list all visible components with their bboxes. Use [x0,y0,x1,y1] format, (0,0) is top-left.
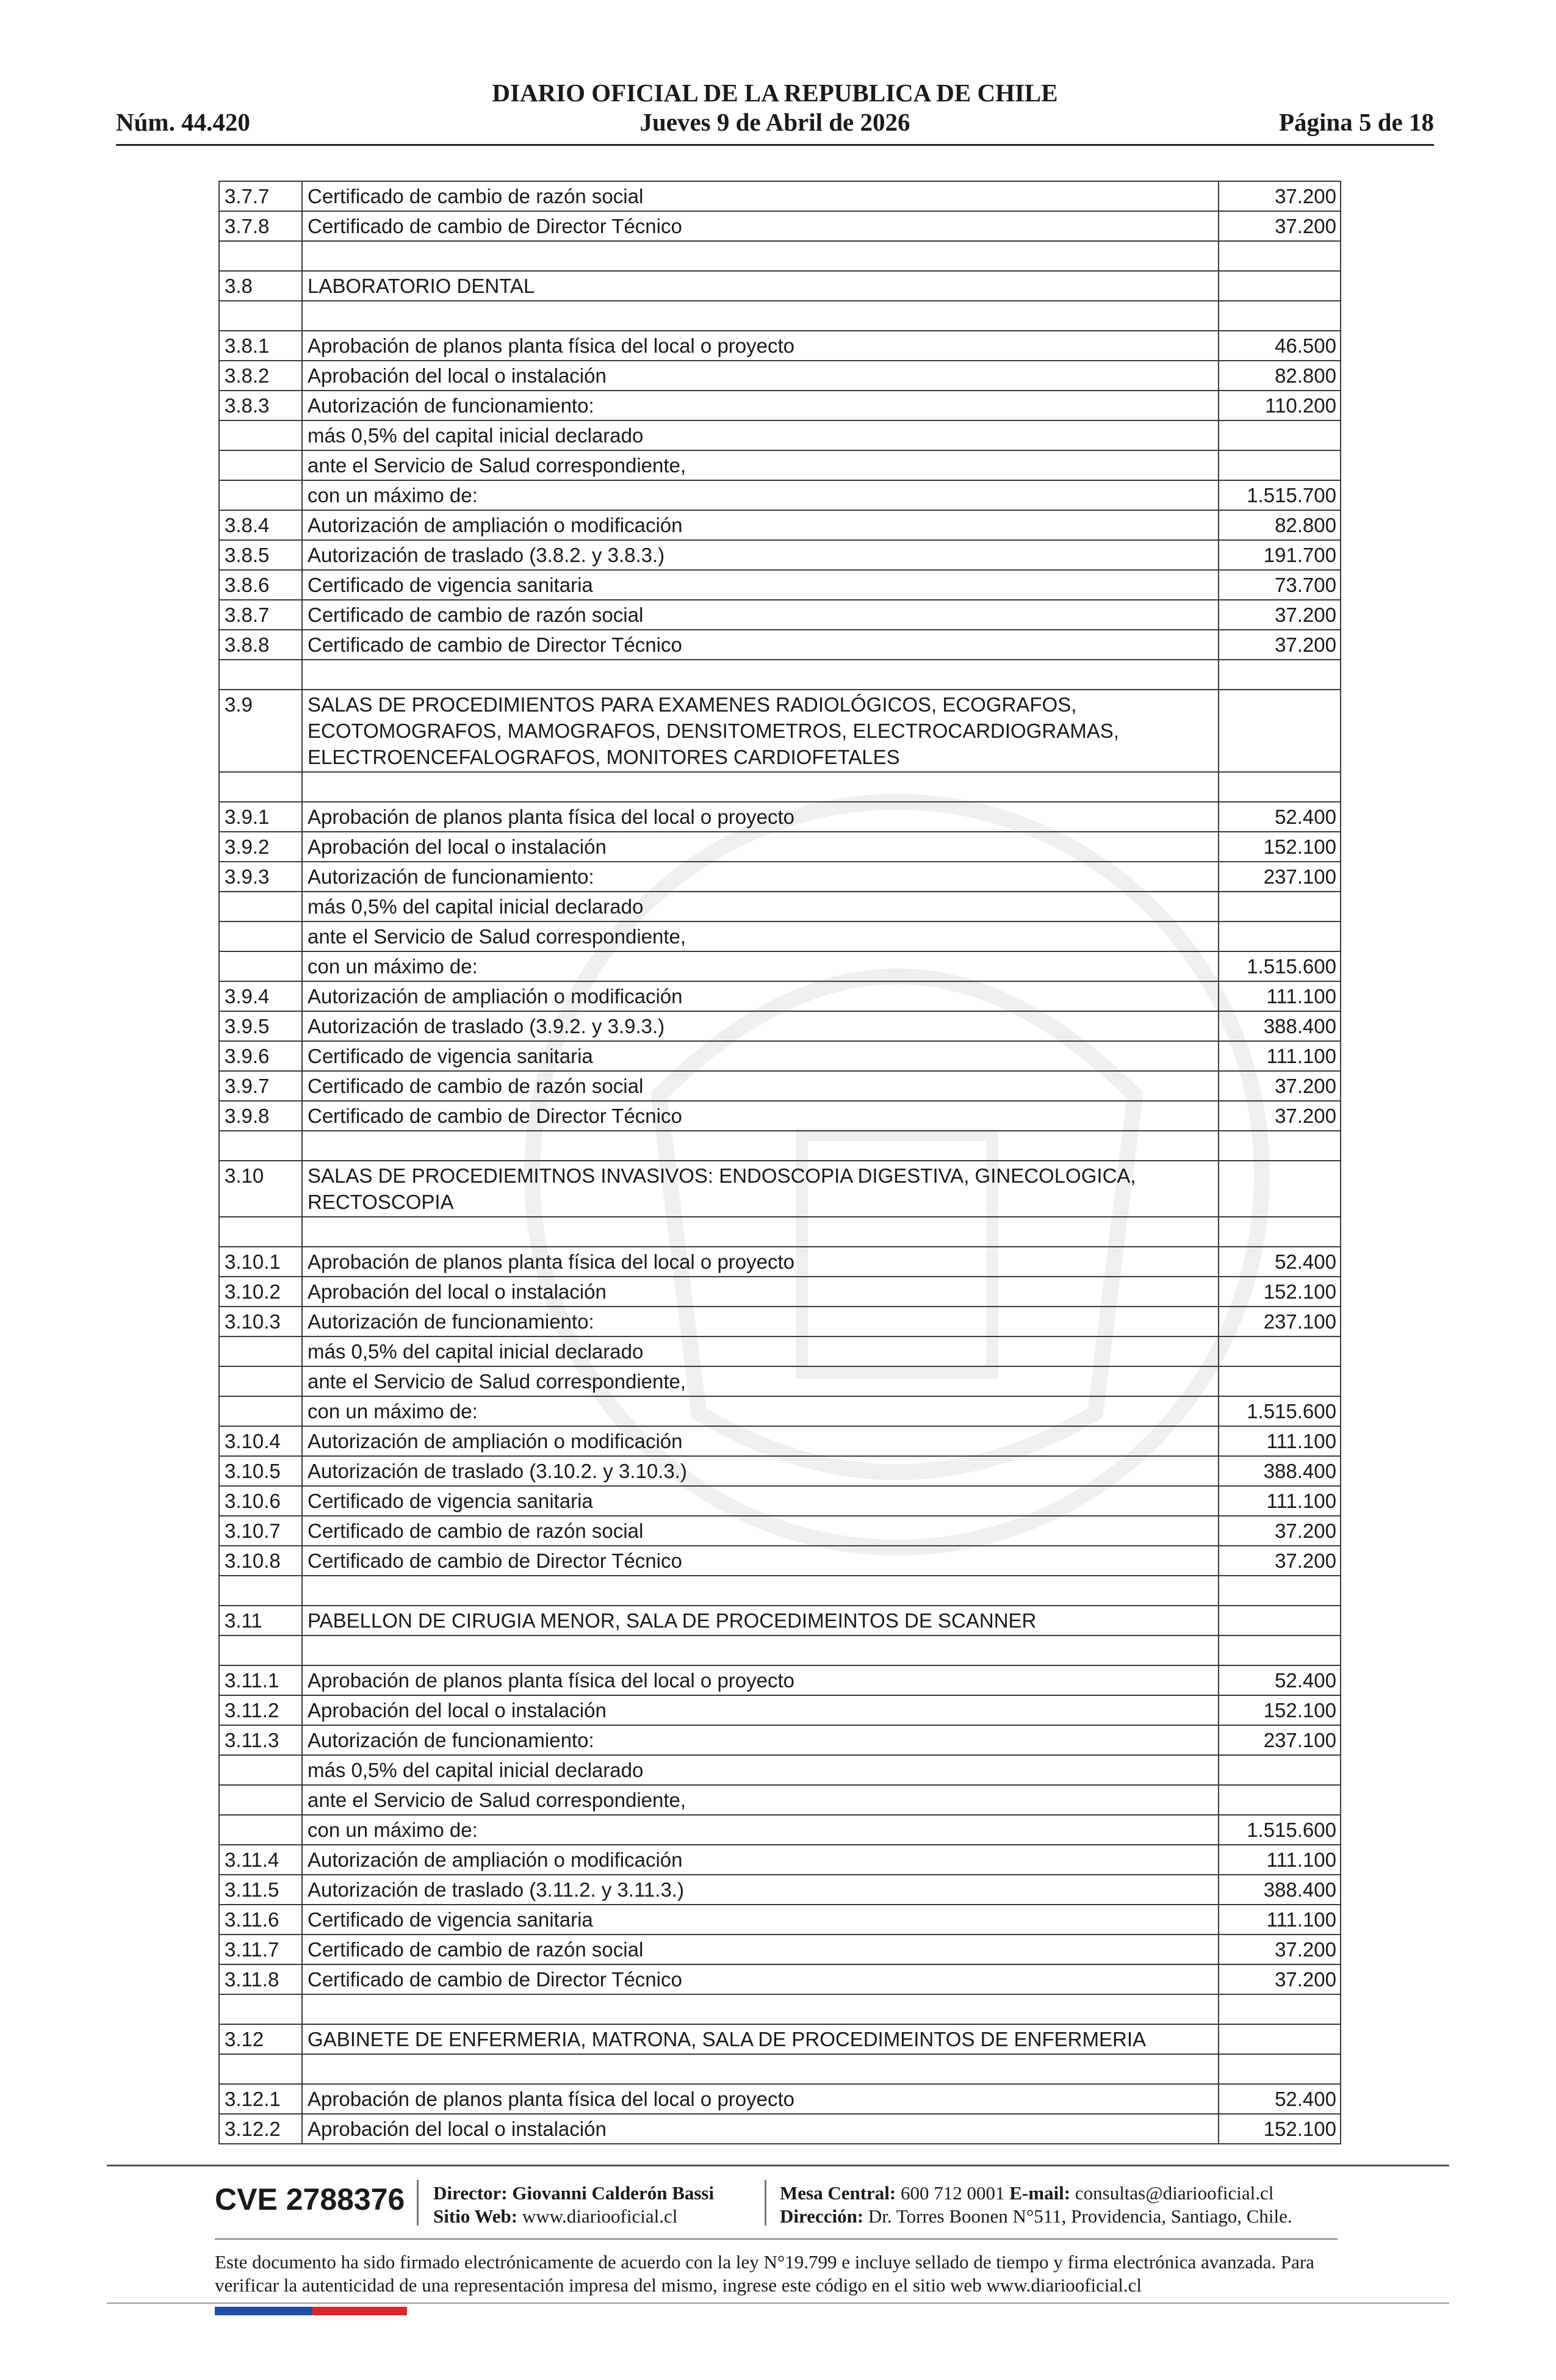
row-code: 3.8.5 [219,540,302,570]
row-code: 3.11.3 [219,1725,302,1755]
row-code: 3.12.2 [219,2114,302,2144]
row-description: Certificado de vigencia sanitaria [302,1041,1219,1071]
row-amount: 111.100 [1219,981,1341,1011]
row-amount: 1.515.600 [1219,1815,1341,1845]
table-row [219,1011,1341,1041]
row-description: Certificado de vigencia sanitaria [302,1905,1219,1935]
row-description: SALAS DE PROCEDIEMITNOS INVASIVOS: ENDOSCOPIA DIGESTIVA, GINECOLOGICA, RECTOSCOPIA [302,1161,1219,1217]
row-description: Aprobación de planos planta física del local o proyecto [302,2084,1219,2114]
director-label: Director: [433,2182,508,2204]
row-code [219,1815,302,1845]
table-row [219,832,1341,862]
row-code: 3.8 [219,271,302,301]
table-row [219,1994,1341,2024]
row-code: 3.8.6 [219,570,302,600]
row-code [219,420,302,450]
bottom-divider [107,2302,1449,2304]
table-row [219,951,1341,981]
row-amount: 237.100 [1219,1725,1341,1755]
row-description: LABORATORIO DENTAL [302,271,1219,301]
phone-value: 600 712 0001 [901,2182,1005,2204]
row-code: 3.11.5 [219,1875,302,1905]
row-code: 3.11.4 [219,1845,302,1875]
row-description [302,1994,1219,2024]
row-amount [1219,241,1341,271]
row-amount: 1.515.700 [1219,480,1341,510]
table-row [219,1456,1341,1486]
row-description: con un máximo de: [302,1815,1219,1845]
table-row [219,480,1341,510]
row-amount: 52.400 [1219,1665,1341,1695]
table-row [219,1336,1341,1366]
row-amount: 37.200 [1219,1516,1341,1546]
row-amount [1219,1994,1341,2024]
row-description [302,241,1219,271]
table-row [219,1516,1341,1546]
row-description [302,1576,1219,1606]
row-amount [1219,772,1341,802]
row-amount: 237.100 [1219,1307,1341,1336]
footer-divider [107,2165,1449,2166]
row-code: 3.9.6 [219,1041,302,1071]
row-code: 3.10.6 [219,1486,302,1516]
table-row [219,1217,1341,1247]
table-row [219,420,1341,450]
row-description: Certificado de cambio de razón social [302,1516,1219,1546]
row-amount: 37.200 [1219,600,1341,630]
table-row [219,1101,1341,1131]
row-code [219,480,302,510]
row-code [219,450,302,480]
table-row [219,1161,1341,1217]
row-code: 3.9.7 [219,1071,302,1101]
row-description: Autorización de funcionamiento: [302,1725,1219,1755]
table-row [219,981,1341,1011]
table-row [219,540,1341,570]
row-code [219,892,302,921]
row-code: 3.9.5 [219,1011,302,1041]
row-description: más 0,5% del capital inicial declarado [302,420,1219,450]
row-description: más 0,5% del capital inicial declarado [302,892,1219,921]
row-amount [1219,1576,1341,1606]
row-description: Autorización de funcionamiento: [302,391,1219,420]
row-code: 3.10 [219,1161,302,1217]
row-amount [1219,420,1341,450]
row-description: Certificado de cambio de Director Técnico [302,630,1219,660]
row-amount: 46.500 [1219,331,1341,361]
cve-code: CVE 2788376 [215,2182,405,2216]
table-row [219,690,1341,772]
table-row [219,450,1341,480]
table-row [219,1396,1341,1426]
table-row [219,1307,1341,1336]
row-description: Aprobación de planos planta física del local o proyecto [302,331,1219,361]
table-row [219,1875,1341,1905]
table-row [219,1755,1341,1785]
table-row [219,1426,1341,1456]
legal-notice: Este documento ha sido firmado electrónicamente de acuerdo con la ley N°19.799 e incluye sellado de tiempo y firma electrónica avanzada. Para verificar la autenticidad de una representación impresa del mismo, ingrese este código en el sitio web www.diariooficial.cl [215,2251,1314,2296]
table-row [219,1905,1341,1935]
row-code [219,660,302,690]
web-link[interactable]: www.diariooficial.cl [522,2205,678,2227]
row-amount: 52.400 [1219,1247,1341,1277]
table-row [219,1486,1341,1516]
row-code: 3.10.7 [219,1516,302,1546]
row-code: 3.10.8 [219,1546,302,1576]
row-amount [1219,1785,1341,1815]
table-row [219,570,1341,600]
phone-label: Mesa Central: [780,2182,896,2204]
row-code: 3.9.1 [219,802,302,832]
table-row [219,1277,1341,1307]
row-code: 3.7.7 [219,181,302,211]
row-amount: 152.100 [1219,1277,1341,1307]
contact-block [780,2182,1292,2228]
row-description [302,1635,1219,1665]
row-amount: 73.700 [1219,570,1341,600]
row-description: Autorización de traslado (3.11.2. y 3.11.3.) [302,1875,1219,1905]
row-description: Aprobación del local o instalación [302,361,1219,391]
row-code: 3.11.8 [219,1964,302,1994]
row-amount: 111.100 [1219,1486,1341,1516]
row-code [219,921,302,951]
row-code: 3.9 [219,690,302,772]
row-amount: 111.100 [1219,1905,1341,1935]
footer-separator [765,2180,766,2226]
issue-date: Jueves 9 de Abril de 2026 [639,108,910,136]
row-code [219,1785,302,1815]
row-description: Certificado de vigencia sanitaria [302,1486,1219,1516]
row-description: Autorización de funcionamiento: [302,862,1219,892]
row-amount: 37.200 [1219,211,1341,241]
row-code [219,1217,302,1247]
table-row [219,1845,1341,1875]
row-code: 3.7.8 [219,211,302,241]
row-code: 3.11 [219,1606,302,1635]
row-description: Autorización de traslado (3.9.2. y 3.9.3.) [302,1011,1219,1041]
row-code [219,1576,302,1606]
row-description [302,660,1219,690]
email-link[interactable]: consultas@diariooficial.cl [1075,2182,1274,2204]
row-code: 3.12 [219,2024,302,2054]
table-row [219,600,1341,630]
row-amount: 37.200 [1219,630,1341,660]
address-label: Dirección: [780,2205,864,2227]
table-row [219,1785,1341,1815]
row-description: Certificado de cambio de Director Técnico [302,1964,1219,1994]
email-label: E-mail: [1009,2182,1071,2204]
row-description: Autorización de traslado (3.10.2. y 3.10.3.) [302,1456,1219,1486]
table-row [219,2084,1341,2114]
row-description: Autorización de funcionamiento: [302,1307,1219,1336]
row-amount: 1.515.600 [1219,1396,1341,1426]
row-description: Autorización de ampliación o modificación [302,1426,1219,1456]
row-code: 3.9.4 [219,981,302,1011]
row-amount: 37.200 [1219,1101,1341,1131]
row-amount [1219,921,1341,951]
row-description: Aprobación del local o instalación [302,2114,1219,2144]
row-amount: 37.200 [1219,1935,1341,1964]
row-amount: 111.100 [1219,1845,1341,1875]
row-description: PABELLON DE CIRUGIA MENOR, SALA DE PROCEDIMEINTOS DE SCANNER [302,1606,1219,1635]
table-row [219,2024,1341,2054]
table-row [219,1041,1341,1071]
row-description: ante el Servicio de Salud correspondiente, [302,1366,1219,1396]
row-amount [1219,450,1341,480]
table-row [219,1695,1341,1725]
row-description: Certificado de cambio de razón social [302,1071,1219,1101]
table-row [219,510,1341,540]
row-amount [1219,660,1341,690]
row-description: Autorización de ampliación o modificación [302,981,1219,1011]
row-amount [1219,1161,1341,1217]
table-row [219,772,1341,802]
row-code: 3.12.1 [219,2084,302,2114]
web-label: Sitio Web: [433,2205,518,2227]
row-amount [1219,301,1341,331]
row-amount: 37.200 [1219,181,1341,211]
row-code: 3.9.2 [219,832,302,862]
row-code [219,1131,302,1161]
row-description: Aprobación del local o instalación [302,832,1219,862]
row-description: Autorización de ampliación o modificación [302,1845,1219,1875]
row-amount: 110.200 [1219,391,1341,420]
row-amount [1219,1635,1341,1665]
footer-separator [417,2180,419,2226]
row-description [302,1217,1219,1247]
table-row [219,361,1341,391]
row-code: 3.11.7 [219,1935,302,1964]
row-description: ante el Servicio de Salud correspondiente, [302,921,1219,951]
row-description: Aprobación del local o instalación [302,1695,1219,1725]
row-code: 3.10.4 [219,1426,302,1456]
row-code: 3.9.3 [219,862,302,892]
row-code [219,1396,302,1426]
row-description: SALAS DE PROCEDIMIENTOS PARA EXAMENES RADIOLÓGICOS, ECOGRAFOS, ECOTOMOGRAFOS, MAMOGRAFOS, DENSITOMETROS, ELECTROCARDIOGRAMAS, ELECTROENCEFALOGRAFOS, MONITORES CARDIOFETALES [302,690,1219,772]
table-row [219,1247,1341,1277]
row-description: con un máximo de: [302,480,1219,510]
director-block [433,2182,714,2228]
issue-number: Núm. 44.420 [116,108,250,136]
row-description: ante el Servicio de Salud correspondiente, [302,450,1219,480]
row-code [219,1755,302,1785]
table-row [219,1606,1341,1635]
row-description: Aprobación de planos planta física del local o proyecto [302,802,1219,832]
page-number: Página 5 de 18 [1279,108,1434,136]
row-code: 3.11.2 [219,1695,302,1725]
footer-thin-divider [215,2238,1338,2240]
row-amount: 1.515.600 [1219,951,1341,981]
row-description: Aprobación del local o instalación [302,1277,1219,1307]
table-row [219,892,1341,921]
table-row [219,181,1341,211]
fees-table-body [219,181,1341,2144]
page-header [116,72,1434,146]
row-code [219,1994,302,2024]
table-row [219,2114,1341,2144]
row-description: Autorización de ampliación o modificación [302,510,1219,540]
table-row [219,1935,1341,1964]
row-description: Certificado de cambio de razón social [302,600,1219,630]
table-row [219,1665,1341,1695]
table-row [219,301,1341,331]
row-code: 3.8.1 [219,331,302,361]
row-description: Certificado de cambio de razón social [302,1935,1219,1964]
row-description [302,772,1219,802]
row-amount: 388.400 [1219,1456,1341,1486]
row-description [302,301,1219,331]
address-value: Dr. Torres Boonen N°511, Providencia, Santiago, Chile. [868,2205,1292,2227]
row-description: Certificado de cambio de Director Técnico [302,1101,1219,1131]
row-code: 3.8.7 [219,600,302,630]
row-amount: 52.400 [1219,2084,1341,2114]
row-amount [1219,892,1341,921]
row-code: 3.8.8 [219,630,302,660]
row-code [219,241,302,271]
flag-stripe-red [312,2307,407,2315]
row-description: Aprobación de planos planta física del local o proyecto [302,1665,1219,1695]
table-row [219,1815,1341,1845]
table-row [219,211,1341,241]
table-row [219,241,1341,271]
row-code [219,1635,302,1665]
row-description: ante el Servicio de Salud correspondiente, [302,1785,1219,1815]
row-amount [1219,1131,1341,1161]
row-code: 3.8.2 [219,361,302,391]
row-amount [1219,2054,1341,2084]
row-amount: 152.100 [1219,832,1341,862]
row-amount: 111.100 [1219,1426,1341,1456]
table-row [219,331,1341,361]
row-code: 3.11.1 [219,1665,302,1695]
row-amount: 37.200 [1219,1071,1341,1101]
row-code: 3.10.1 [219,1247,302,1277]
director-name: Giovanni Calderón Bassi [512,2182,715,2204]
row-description: GABINETE DE ENFERMERIA, MATRONA, SALA DE PROCEDIMEINTOS DE ENFERMERIA [302,2024,1219,2054]
table-row [219,1131,1341,1161]
row-description: con un máximo de: [302,1396,1219,1426]
row-code [219,1336,302,1366]
row-amount: 237.100 [1219,862,1341,892]
row-amount [1219,1366,1341,1396]
table-row [219,921,1341,951]
row-description [302,1131,1219,1161]
row-description: Certificado de vigencia sanitaria [302,570,1219,600]
table-row [219,1071,1341,1101]
row-code: 3.11.6 [219,1905,302,1935]
row-description: más 0,5% del capital inicial declarado [302,1755,1219,1785]
row-code: 3.10.2 [219,1277,302,1307]
table-row [219,802,1341,832]
row-amount: 82.800 [1219,510,1341,540]
flag-stripe-blue [215,2307,312,2315]
row-amount: 52.400 [1219,802,1341,832]
row-description [302,2054,1219,2084]
row-description: Autorización de traslado (3.8.2. y 3.8.3.) [302,540,1219,570]
row-code [219,772,302,802]
row-code [219,1366,302,1396]
row-description: Certificado de cambio de Director Técnico [302,1546,1219,1576]
row-amount [1219,2024,1341,2054]
newspaper-title: DIARIO OFICIAL DE LA REPUBLICA DE CHILE [492,79,1058,107]
row-amount: 111.100 [1219,1041,1341,1071]
row-amount: 37.200 [1219,1964,1341,1994]
table-row [219,1366,1341,1396]
table-row [219,271,1341,301]
fees-table [218,181,1341,2144]
table-row [219,2054,1341,2084]
table-row [219,862,1341,892]
row-code: 3.8.3 [219,391,302,420]
row-code [219,301,302,331]
row-amount [1219,1755,1341,1785]
table-row [219,660,1341,690]
table-row [219,391,1341,420]
row-amount: 152.100 [1219,1695,1341,1725]
row-amount: 82.800 [1219,361,1341,391]
row-amount [1219,271,1341,301]
table-row [219,1725,1341,1755]
row-amount: 388.400 [1219,1875,1341,1905]
row-code: 3.10.3 [219,1307,302,1336]
row-amount [1219,1217,1341,1247]
row-code: 3.8.4 [219,510,302,540]
row-description: con un máximo de: [302,951,1219,981]
row-code [219,951,302,981]
row-amount [1219,1336,1341,1366]
row-description: Aprobación de planos planta física del local o proyecto [302,1247,1219,1277]
table-row [219,1546,1341,1576]
table-row [219,630,1341,660]
row-description: Certificado de cambio de razón social [302,181,1219,211]
row-code: 3.10.5 [219,1456,302,1486]
table-row [219,1576,1341,1606]
row-amount: 37.200 [1219,1546,1341,1576]
row-code [219,2054,302,2084]
row-description: Certificado de cambio de Director Técnico [302,211,1219,241]
row-amount [1219,1606,1341,1635]
table-row [219,1964,1341,1994]
table-row [219,1635,1341,1665]
row-code: 3.9.8 [219,1101,302,1131]
row-amount: 152.100 [1219,2114,1341,2144]
row-amount: 191.700 [1219,540,1341,570]
row-amount [1219,690,1341,772]
row-amount: 388.400 [1219,1011,1341,1041]
row-description: más 0,5% del capital inicial declarado [302,1336,1219,1366]
